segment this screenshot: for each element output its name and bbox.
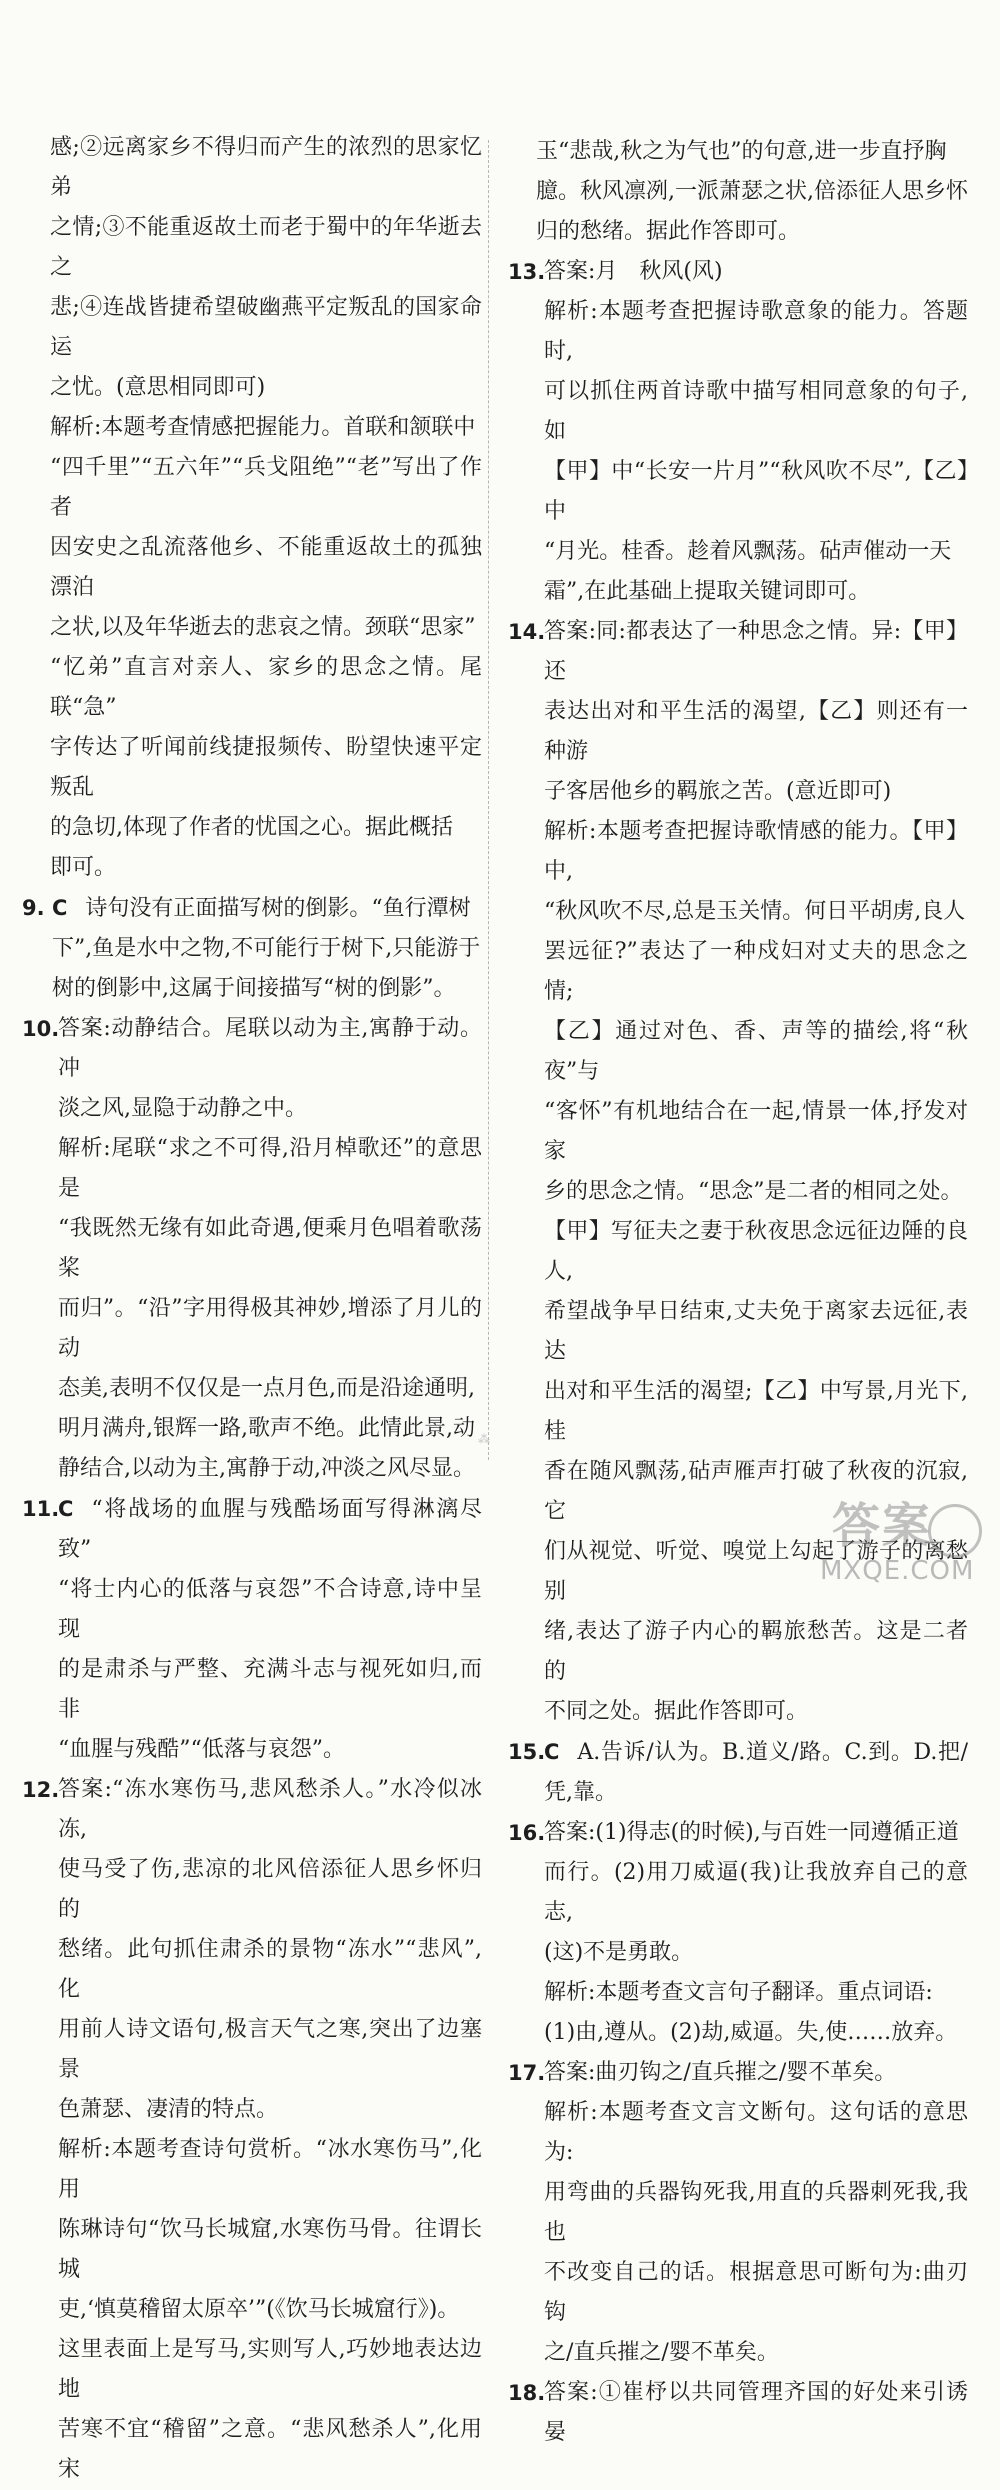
text-line: 【甲】写征夫之妻于秋夜思念远征边陲的良人,: [544, 1219, 968, 1284]
text-line: 字传达了听闻前线捷报频传、盼望快速平定叛乱: [50, 735, 482, 800]
text-line: 玉“悲哉,秋之为气也”的句意,进一步直抒胸: [536, 139, 947, 164]
answer-letter: C: [58, 1497, 74, 1521]
text-line: 解析:本题考查文言句子翻译。重点词语:: [544, 1980, 933, 2005]
question-12: [22, 1770, 482, 2490]
text-line: 淡之风,显隐于动静之中。: [58, 1096, 307, 1121]
text-line: 树的倒影中,这属于间接描写“树的倒影”。: [52, 976, 456, 1001]
question-16: [508, 1813, 968, 2053]
text-line: 色萧瑟、凄清的特点。: [58, 2097, 279, 2122]
question-number: 16.: [508, 1821, 546, 1845]
watermark-url: MXQE.COM: [820, 1556, 975, 1586]
text-line: 下”,鱼是水中之物,不可能行于树下,只能游于: [52, 936, 481, 961]
question-10: [22, 1009, 482, 1489]
text-line: 愁绪。此句抓住肃杀的景物“冻水”“悲风”,化: [58, 1937, 482, 2002]
text-line: 解析:本题考查把握诗歌情感的能力。【甲】中,: [544, 819, 968, 884]
text-line: 苦寒不宜“稽留”之意。“悲风愁杀人”,化用宋: [58, 2417, 482, 2482]
text-line: 们从视觉、听觉、嗅觉上勾起了游子的离愁别: [544, 1539, 968, 1604]
text-line: 用前人诗文语句,极言天气之寒,突出了边塞景: [58, 2017, 482, 2082]
text-line: “血腥与残酷”“低落与哀怨”。: [58, 1737, 345, 1762]
text-line: 出对和平生活的渴望;【乙】中写景,月光下,桂: [544, 1379, 968, 1444]
text-line: 解析:尾联“求之不可得,沿月棹歌还”的意思是: [58, 1136, 482, 1201]
answer-letter: C: [52, 896, 68, 920]
text-line: 可以抓住两首诗歌中描写相同意象的句子,如: [544, 379, 968, 444]
text-line: 希望战争早日结束,丈夫免于离家去远征,表达: [544, 1299, 968, 1364]
question-number: 14.: [508, 620, 546, 644]
column-divider: [488, 140, 489, 1460]
text-line: 明月满舟,银辉一路,歌声不绝。此情此景,动: [58, 1416, 475, 1441]
text-line: 之忧。(意思相同即可): [50, 375, 266, 400]
text-line: “忆弟”直言对亲人、家乡的思念之情。尾联“急”: [50, 655, 482, 720]
text-line: 诗句没有正面描写树的倒影。“鱼行潭树: [85, 896, 471, 921]
text-line: “将士内心的低落与哀怨”不合诗意,诗中呈现: [58, 1577, 482, 1642]
text-line: 使马受了伤,悲凉的北风倍添征人思乡怀归的: [58, 1857, 482, 1922]
text-line: 这里表面上是写马,实则写人,巧妙地表达边地: [58, 2337, 482, 2402]
text-line: 乡的思念之情。“思念”是二者的相同之处。: [544, 1179, 963, 1204]
text-line: 霜”,在此基础上提取关键词即可。: [544, 579, 871, 604]
q12-analysis-continuation: [508, 132, 968, 252]
question-number: 18.: [508, 2381, 546, 2405]
question-17: [508, 2053, 968, 2373]
decorative-mark: ⁂: [478, 1432, 490, 1446]
text-line: 归的愁绪。据此作答即可。: [536, 219, 801, 244]
text-line: 悲;④连战皆捷希望破幽燕平定叛乱的国家命运: [50, 295, 482, 360]
text-line: “客怀”有机地结合在一起,情景一体,抒发对家: [544, 1099, 968, 1164]
text-line: 用弯曲的兵器钩死我,用直的兵器刺死我,我也: [544, 2180, 968, 2245]
text-line: 【甲】中“长安一片月”“秋风吹不尽”,【乙】中: [544, 459, 968, 524]
question-11: [22, 1489, 482, 1770]
text-line: 的是肃杀与严整、充满斗志与视死如归,而非: [58, 1657, 482, 1722]
text-line: “秋风吹不尽,总是玉关情。何日平胡虏,良人: [544, 899, 966, 924]
question-number: 12.: [22, 1778, 60, 1802]
watermark-seal-icon: [928, 1504, 982, 1558]
text-line: 表达出对和平生活的渴望,【乙】则还有一种游: [544, 699, 968, 764]
text-line: 的急切,体现了作者的忧国之心。据此概括: [50, 815, 453, 840]
text-line: 答案:同:都表达了一种思念之情。异:【甲】还: [544, 619, 968, 684]
text-line: 解析:本题考查情感把握能力。首联和颔联中: [50, 415, 476, 440]
q8-answer-continuation: [22, 128, 482, 408]
question-number: 9.: [22, 896, 45, 920]
text-line: 态美,表明不仅仅是一点月色,而是沿途通明,: [58, 1376, 475, 1401]
text-line: 静结合,以动为主,寓静于动,冲淡之风尽显。: [58, 1456, 475, 1481]
question-number: 11.: [22, 1497, 60, 1521]
text-line: “月光。桂香。趁着风飘荡。砧声催动一天: [544, 539, 952, 564]
text-line: “我既然无缘有如此奇遇,便乘月色唱着歌荡桨: [58, 1216, 482, 1281]
text-line: 因安史之乱流落他乡、不能重返故土的孤独漂泊: [50, 535, 482, 600]
text-line: 之状,以及年华逝去的悲哀之情。颈联“思家”: [50, 615, 476, 640]
text-line: 罢远征?”表达了一种戍妇对丈夫的思念之情;: [544, 939, 968, 1004]
text-line: 子客居他乡的羁旅之苦。(意近即可): [544, 779, 892, 804]
text-line: 答案:动静结合。尾联以动为主,寓静于动。冲: [58, 1016, 482, 1081]
watermark-logo-text: 答案: [832, 1498, 933, 1554]
text-line: 答案:①崔杼以共同管理齐国的好处来引诱晏: [544, 2380, 968, 2445]
text-line: 不同之处。据此作答即可。: [544, 1699, 809, 1724]
text-line: 臆。秋风凛冽,一派萧瑟之状,倍添征人思乡怀: [536, 179, 968, 204]
answer-letter: C: [544, 1740, 560, 1764]
text-line: 即可。: [50, 855, 117, 880]
question-number: 10.: [22, 1017, 60, 1041]
text-line: 陈琳诗句“饮马长城窟,水寒伤马骨。往谓长城: [58, 2217, 482, 2282]
left-column: [22, 128, 482, 2490]
text-line: 答案:(1)得志(的时候),与百姓一同遵循正道: [544, 1820, 959, 1845]
question-number: 13.: [508, 260, 546, 284]
text-line: 香在随风飘荡,砧声雁声打破了秋夜的沉寂,它: [544, 1459, 968, 1524]
text-line: A.告诉/认为。B.道义/路。C.到。D.把/凭,靠。: [544, 1740, 968, 1805]
text-line: 答案:曲刃钩之/直兵摧之/婴不革矣。: [544, 2060, 897, 2085]
text-line: (1)由,遵从。(2)劫,威逼。失,使……放弃。: [544, 2020, 958, 2045]
text-line: 答案:月 秋风(风): [544, 259, 723, 284]
text-line: 吏,‘慎莫稽留太原卒’”(《饮马长城窟行》)。: [58, 2297, 460, 2322]
text-line: 而行。(2)用刀威逼(我)让我放弃自己的意志,: [544, 1860, 968, 1925]
text-line: 之/直兵摧之/婴不革矣。: [544, 2340, 779, 2365]
text-line: “将战场的血腥与残酷场面写得淋漓尽致”: [58, 1497, 482, 1562]
text-line: 感;②远离家乡不得归而产生的浓烈的思家忆弟: [50, 135, 482, 200]
text-line: 答案:“冻水寒伤马,悲风愁杀人。”水冷似冰冻,: [58, 1777, 482, 1842]
question-9: [22, 888, 482, 1009]
text-line: (这)不是勇敢。: [544, 1940, 694, 1965]
question-number: 15.: [508, 1740, 546, 1764]
text-line: 绪,表达了游子内心的羁旅愁苦。这是二者的: [544, 1619, 968, 1684]
text-line: 而归”。“沿”字用得极其神妙,增添了月儿的动: [58, 1296, 482, 1361]
question-number: 17.: [508, 2061, 546, 2085]
question-13: [508, 252, 968, 612]
text-line: 解析:本题考查文言文断句。这句话的意思为:: [544, 2100, 968, 2165]
site-watermark: [812, 1496, 982, 1586]
text-line: 之情;③不能重返故土而老于蜀中的年华逝去之: [50, 215, 482, 280]
question-18: [508, 2373, 968, 2453]
text-line: 解析:本题考查诗句赏析。“冰水寒伤马”,化用: [58, 2137, 482, 2202]
question-15: [508, 1732, 968, 1813]
text-line: 【乙】通过对色、香、声等的描绘,将“秋夜”与: [544, 1019, 968, 1084]
right-column: [508, 132, 968, 2453]
text-line: 解析:本题考查把握诗歌意象的能力。答题时,: [544, 299, 968, 364]
q8-analysis: [22, 408, 482, 888]
text-line: 不改变自己的话。根据意思可断句为:曲刃钩: [544, 2260, 968, 2325]
text-line: [58, 1489, 482, 1570]
text-line: “四千里”“五六年”“兵戈阻绝”“老”写出了作者: [50, 455, 482, 520]
text-line: [52, 888, 482, 929]
text-line: [544, 1732, 968, 1813]
